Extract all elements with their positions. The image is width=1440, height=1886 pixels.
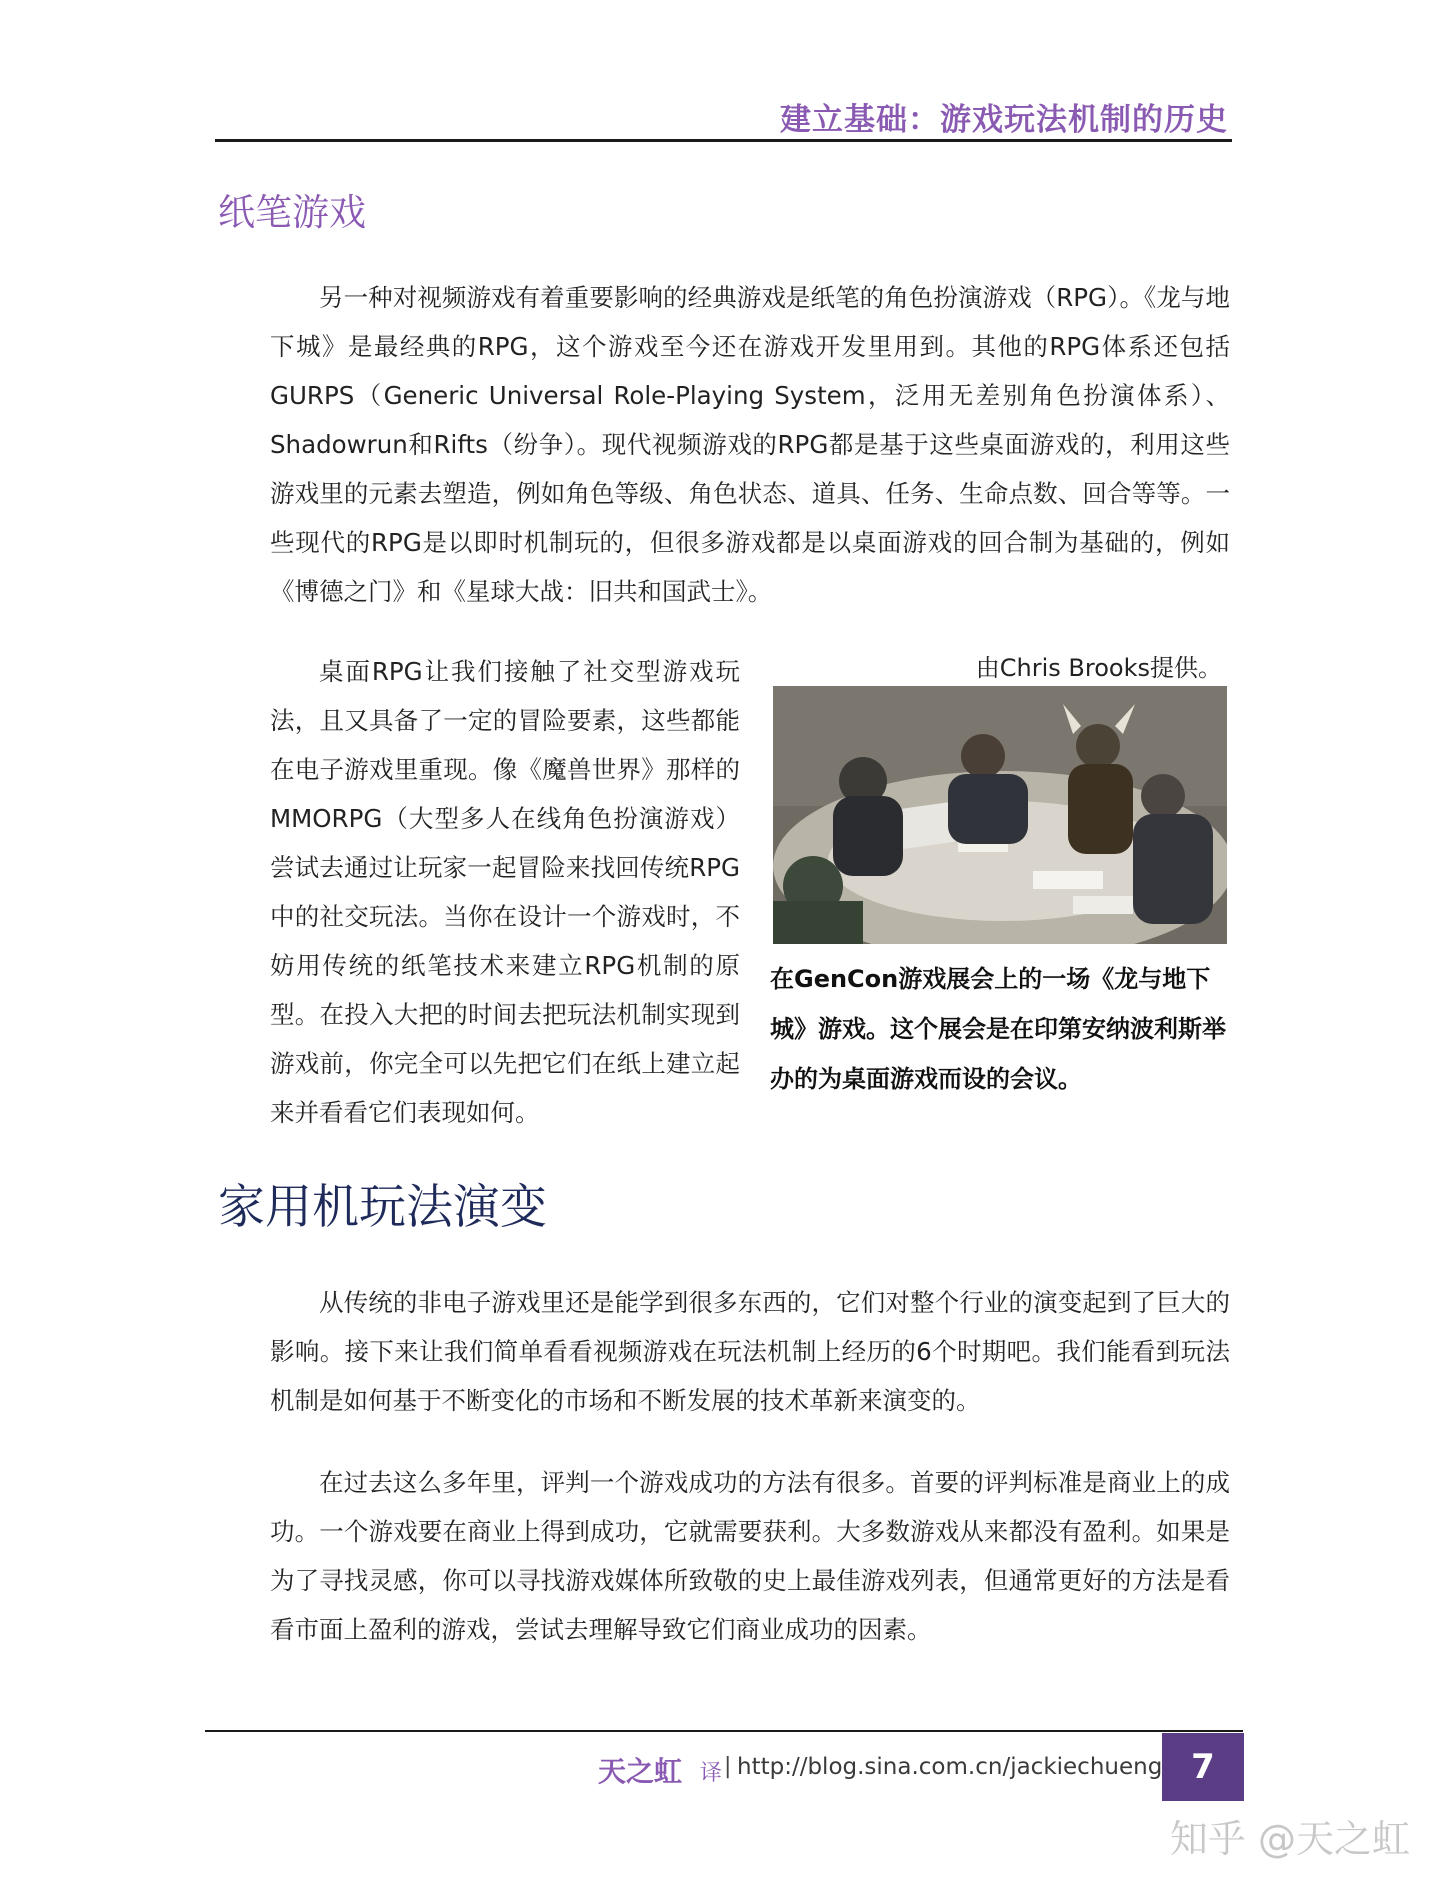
paragraph-rpg-intro: 另一种对视频游戏有着重要影响的经典游戏是纸笔的角色扮演游戏（RPG）。《龙与地下城》是最经典的RPG，这个游戏至今还在游戏开发里用到。其他的RPG体系还包括GURPS（Generic Universal Role-Playing System，泛用无差别角色扮演体系）、Shadowrun和Rifts（纷争）。现代视频游戏的RPG都是基于这些桌面游戏的，利用这些游戏里的元素去塑造，例如角色等级、角色状态、道具、任务、生命点数、回合等等。一些现代的RPG是以即时机制玩的，但很多游戏都是以桌面游戏的回合制为基础的，例如《博德之门》和《星球大战：旧共和国武士》。 (270, 283, 1230, 606)
paragraph-commercial-success: 在过去这么多年里，评判一个游戏成功的方法有很多。首要的评判标准是商业上的成功。一个游戏要在商业上得到成功，它就需要获利。大多数游戏从来都没有盈利。如果是为了寻找灵感，你可以寻找游戏媒体所致敬的史上最佳游戏列表，但通常更好的方法是看看市面上盈利的游戏，尝试去理解导致它们商业成功的因素。 (270, 1468, 1230, 1644)
paragraph-evolution-intro: 从传统的非电子游戏里还是能学到很多东西的，它们对整个行业的演变起到了巨大的影响。接下来让我们简单看看视频游戏在玩法机制上经历的6个时期吧。我们能看到玩法机制是如何基于不断变化的市场和不断发展的技术革新来演变的。 (270, 1288, 1230, 1415)
gencon-photo (773, 686, 1227, 944)
footer-blog-link[interactable]: http://blog.sina.com.cn/jackiechueng (737, 1754, 1163, 1780)
section-title-console-evolution: 家用机玩法演变 (218, 1180, 547, 1235)
page-number: 7 (1162, 1733, 1244, 1801)
footer-brand: 天之虹 (598, 1755, 683, 1788)
paragraph-tabletop-rpg: 桌面RPG让我们接触了社交型游戏玩法，且又具备了一定的冒险要素，这些都能在电子游戏里重现。像《魔兽世界》那样的MMORPG（大型多人在线角色扮演游戏）尝试去通过让玩家一起冒险来找回传统RPG中的社交玩法。当你在设计一个游戏时，不妨用传统的纸笔技术来建立RPG机制的原型。在投入大把的时间去把玩法机制实现到游戏前，你完全可以先把它们在纸上建立起来并看看它们表现如何。 (270, 657, 740, 1127)
footer-separator: | (724, 1754, 732, 1779)
running-header-title: 建立基础：游戏玩法机制的历史 (780, 102, 1228, 138)
section-title-pen-and-paper: 纸笔游戏 (218, 191, 366, 234)
photo-caption: 在GenCon游戏展会上的一场《龙与地下城》游戏。这个展会是在印第安纳波利斯举办的为桌面游戏而设的会议。 (770, 965, 1226, 1093)
footer-translate-label: 译 (700, 1761, 723, 1786)
photo-credit: 由Chris Brooks提供。 (975, 654, 1222, 682)
header-divider (215, 139, 1232, 142)
footer-divider (205, 1730, 1243, 1732)
zhihu-watermark: 知乎 @天之虹 (1169, 1817, 1410, 1861)
